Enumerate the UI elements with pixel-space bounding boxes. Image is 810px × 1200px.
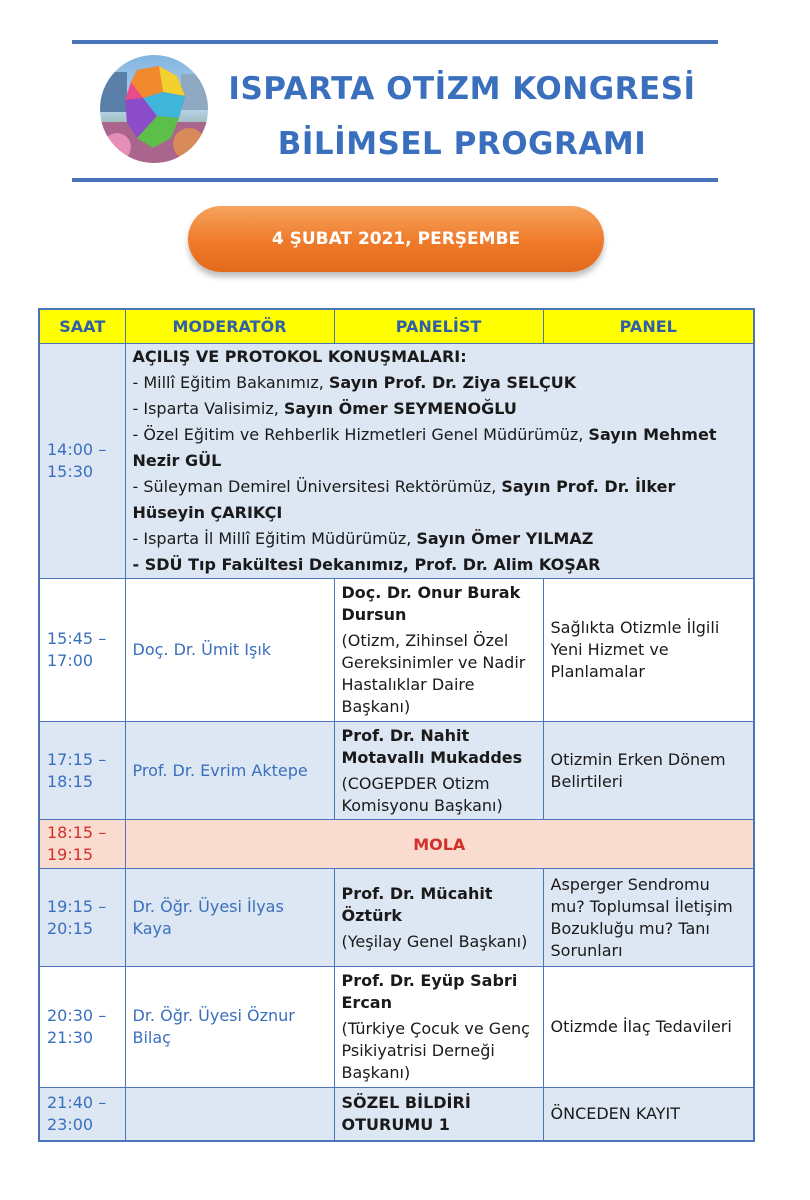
congress-logo <box>97 52 211 166</box>
opening-time <box>39 344 125 579</box>
program-table <box>38 308 755 1142</box>
top-rule <box>72 40 718 44</box>
row-panelist: Prof. Dr. Nahit Motavallı Mukaddes (COGEPDER Otizm Komisyonu Başkanı) <box>334 722 543 820</box>
row-moderator: Prof. Dr. Evrim Aktepe <box>125 722 334 820</box>
header-panelist: PANELİST <box>334 309 543 344</box>
opening-line: - Özel Eğitim ve Rehberlik Hizmetleri Genel Müdürümüz, Sayın Mehmet Nezir GÜL <box>132 425 717 470</box>
header-panel: PANEL <box>543 309 754 344</box>
table-row <box>39 869 754 967</box>
title-line-2: BİLİMSEL PROGRAMI <box>277 126 647 162</box>
table-row <box>39 1088 754 1141</box>
opening-content <box>125 344 754 579</box>
opening-line: - SDÜ Tıp Fakültesi Dekanımız, Prof. Dr. Alim KOŞAR <box>132 555 601 574</box>
bottom-rule <box>72 178 718 182</box>
row-panelist: Prof. Dr. Eyüp Sabri Ercan (Türkiye Çocuk ve Genç Psikiyatrisi Derneği Başkanı) <box>334 967 543 1088</box>
row-time: 20:30 – 21:30 <box>39 967 125 1088</box>
row-time: 15:45 – 17:00 <box>39 579 125 722</box>
table-header-row <box>39 309 754 344</box>
row-moderator: Doç. Dr. Ümit Işık <box>125 579 334 722</box>
opening-line: - Isparta Valisimiz, Sayın Ömer SEYMENOĞLU <box>132 399 517 418</box>
row-panelist: Prof. Dr. Mücahit Öztürk (Yeşilay Genel Başkanı) <box>334 869 543 967</box>
row-moderator: Dr. Öğr. Üyesi Öznur Bilaç <box>125 967 334 1088</box>
time-end: 15:30 <box>47 462 94 481</box>
break-time: 18:15 – 19:15 <box>39 820 125 869</box>
date-label: 4 ŞUBAT 2021, PERŞEMBE <box>271 229 521 249</box>
opening-line: - Süleyman Demirel Üniversitesi Rektörümüz, Sayın Prof. Dr. İlker Hüseyin ÇARIKÇI <box>132 477 676 522</box>
opening-title: AÇILIŞ VE PROTOKOL KONUŞMALARI: <box>132 347 467 366</box>
opening-line: - Millî Eğitim Bakanımız, Sayın Prof. Dr. Ziya SELÇUK <box>132 373 577 392</box>
table-row <box>39 722 754 820</box>
row-time: 17:15 – 18:15 <box>39 722 125 820</box>
row-panelist: Doç. Dr. Onur Burak Dursun (Otizm, Zihinsel Özel Gereksinimler ve Nadir Hastalıklar Daire Başkanı) <box>334 579 543 722</box>
table-row <box>39 579 754 722</box>
row-time: 21:40 – 23:00 <box>39 1088 125 1141</box>
title-line-1: ISPARTA OTİZM KONGRESİ <box>228 71 696 107</box>
row-panel: Otizmde İlaç Tedavileri <box>543 967 754 1088</box>
break-label: MOLA <box>125 820 754 869</box>
break-row <box>39 820 754 869</box>
header-moderator: MODERATÖR <box>125 309 334 344</box>
header-saat: SAAT <box>39 309 125 344</box>
row-panel: ÖNCEDEN KAYIT <box>543 1088 754 1141</box>
date-badge <box>188 206 604 272</box>
table-row <box>39 967 754 1088</box>
page-title <box>222 62 702 172</box>
opening-line: - Isparta İl Millî Eğitim Müdürümüz, Sayın Ömer YILMAZ <box>132 529 594 548</box>
row-panel: Otizmin Erken Dönem Belirtileri <box>543 722 754 820</box>
row-panel: Asperger Sendromu mu? Toplumsal İletişim Bozukluğu mu? Tanı Sorunları <box>543 869 754 967</box>
row-moderator <box>125 1088 334 1141</box>
time-start: 14:00 – <box>47 440 107 459</box>
row-panel: Sağlıkta Otizmle İlgili Yeni Hizmet ve Planlamalar <box>543 579 754 722</box>
opening-row <box>39 344 754 579</box>
row-panelist: SÖZEL BİLDİRİ OTURUMU 1 <box>334 1088 543 1141</box>
row-moderator: Dr. Öğr. Üyesi İlyas Kaya <box>125 869 334 967</box>
row-time: 19:15 – 20:15 <box>39 869 125 967</box>
